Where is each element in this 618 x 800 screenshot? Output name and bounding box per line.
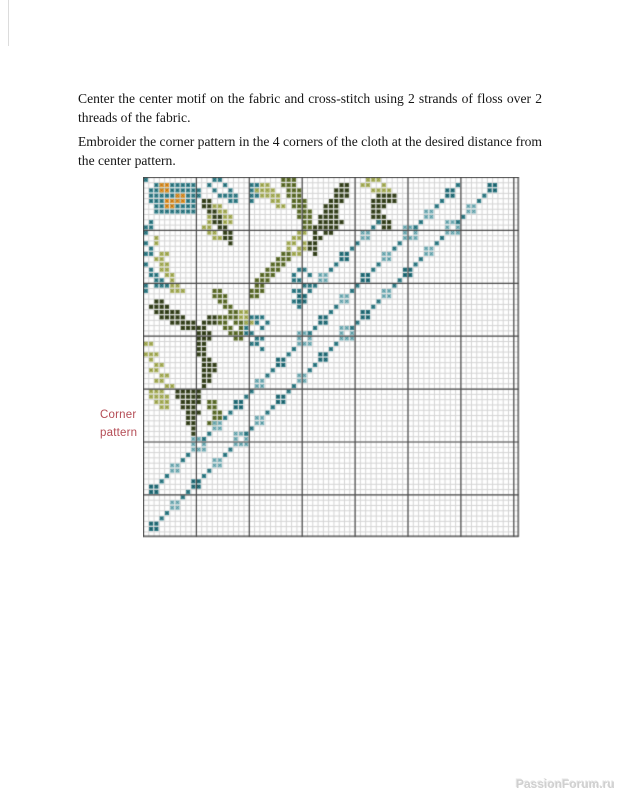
corner-pattern-label [100,406,137,442]
page-edge-line [8,0,9,46]
watermark-text: PassionForum.ru [516,777,615,791]
cross-stitch-chart [143,177,520,538]
instruction-paragraph-2: Embroider the corner pattern in the 4 corners of the cloth at the desired distance from the center pattern. [78,133,542,168]
instruction-paragraph-1: Center the center motif on the fabric and cross-stitch using 2 strands of floss over 2 threads of the fabric. [78,90,542,125]
corner-pattern-label-line1: Corner [100,409,137,421]
corner-pattern-label-line2: pattern [100,427,138,439]
chart-container [143,177,520,538]
